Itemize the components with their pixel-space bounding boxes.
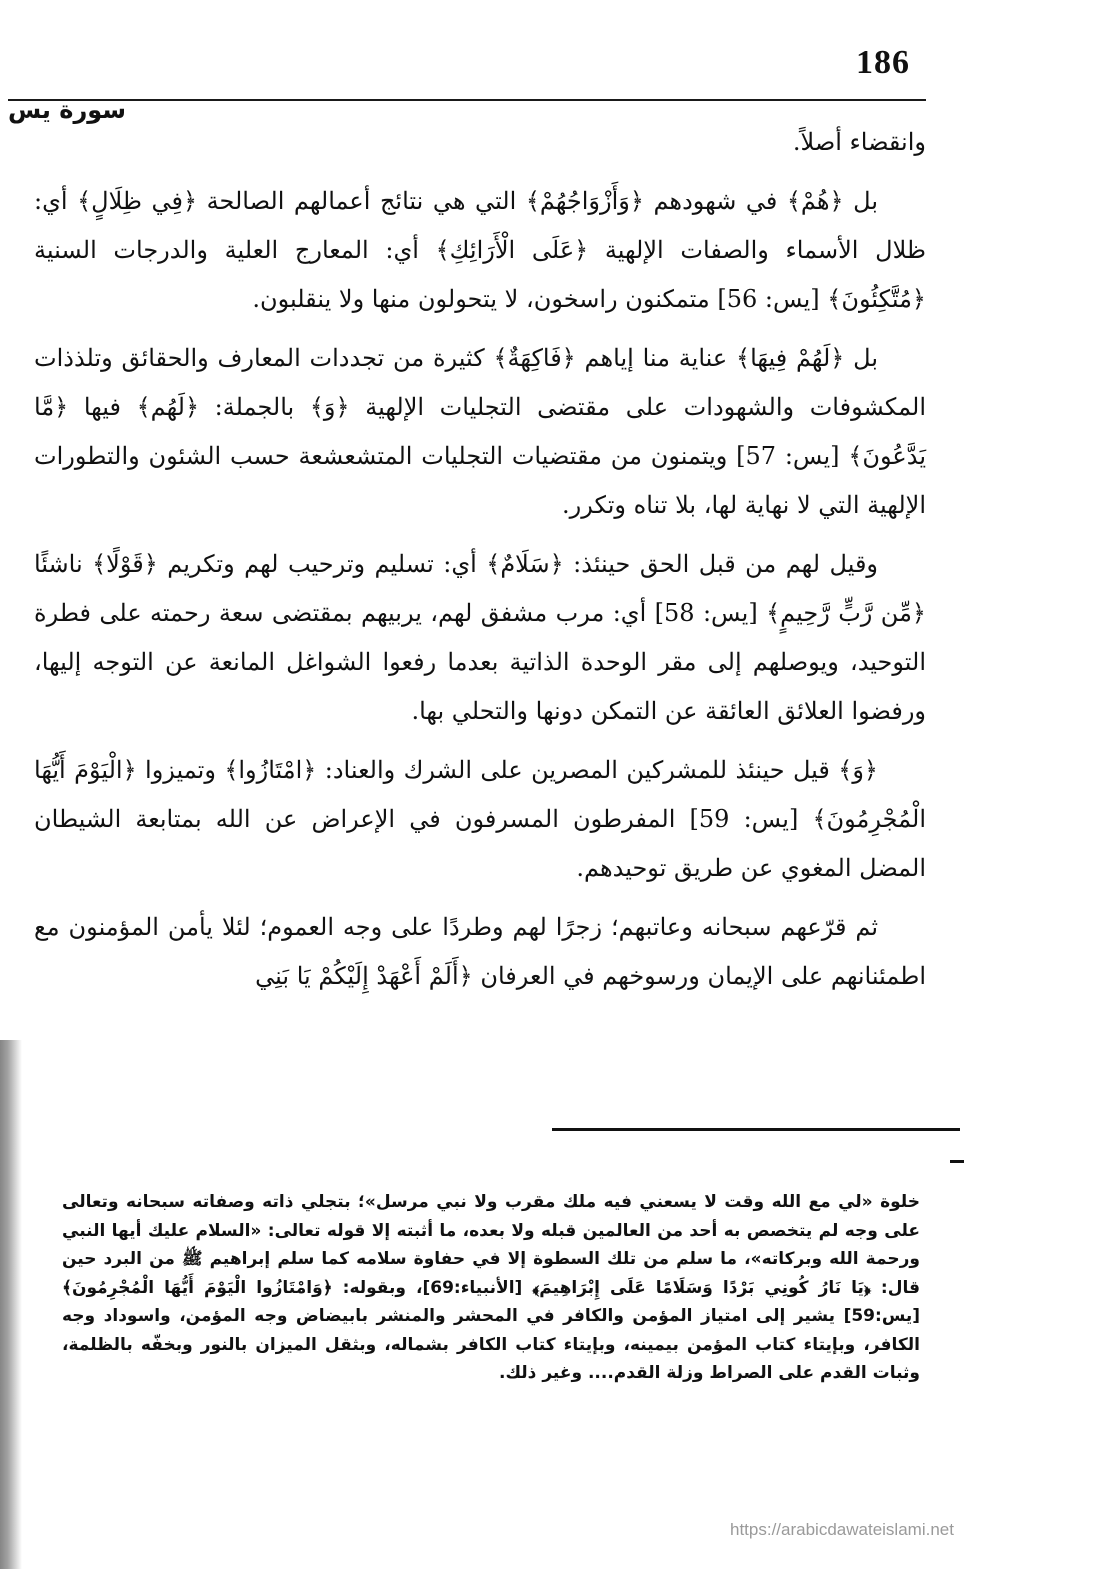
main-text: [34, 118, 926, 1001]
scan-shadow-edge: [0, 1040, 22, 1569]
header-rule: [8, 99, 926, 101]
watermark-url: https://arabicdawateislami.net: [730, 1520, 954, 1539]
footnote-mark: [950, 1160, 964, 1163]
paragraph-3: بل ﴿لَهُمْ فِيهَا﴾ عناية منا إياهم ﴿فَاكِهَةٌ﴾ كثيرة من تجددات المعارف والحقائق وتلذذات المكشوفات والشهودات على مقتضى التجليات الإلهية ﴿وَ﴾ بالجملة: ﴿لَهُم﴾ فيها ﴿مَّا يَدَّعُونَ﴾ [يس: 57] ويتمنون من مقتضيات التجليات المتشعشعة حسب الشئون والتطورات الإلهية التي لا نهاية لها، بلا تناه وتكرر.: [34, 344, 927, 519]
footnote-rule: [552, 1128, 960, 1131]
paragraph-6: ثم قرّعهم سبحانه وعاتبهم؛ زجرًا لهم وطردًا على وجه العموم؛ لئلا يأمن المؤمنون مع اطمئنانهم على الإيمان ورسوخهم في العرفان ﴿أَلَمْ أَعْهَدْ إِلَيْكُمْ يَا بَنِي: [34, 913, 926, 990]
footnote-text: خلوة «لي مع الله وقت لا يسعني فيه ملك مقرب ولا نبي مرسل»؛ بتجلي ذاته وصفاته سبحانه وتعالى على وجه لم يتخصص به أحد من العالمين قبله ولا بعده، ما أثبته إلا قوله تعالى: «السلام عليك أيها النبي ورحمة الله وبركاته»، ما سلم من تلك السطوة إلا في حفاوة سلامه كما سلم إبراهيم ﷺ من البرد حين قال: ﴿يَا نَارُ كُونِي بَرْدًا وَسَلَامًا عَلَى إِبْرَاهِيمَ﴾ [الأنبياء:69]، وبقوله: ﴿وَامْتَازُوا الْيَوْمَ أَيُّهَا الْمُجْرِمُونَ﴾ [يس:59] يشير إلى امتياز المؤمن والكافر في المحشر والمنشر بابيضاض وجه المؤمن، واسوداد وجه الكافر، وبإيتاء كتاب المؤمن بيمينه، وبإيتاء كتاب الكافر بشماله، وبثقل الميزان بالنور وبخفّه بالظلمة، وثبات القدم على الصراط وزلة القدم.... وغير ذلك.: [62, 1192, 920, 1383]
paragraph-2: بل ﴿هُمْ﴾ في شهودهم ﴿وَأَزْوَاجُهُمْ﴾ التي هي نتائج أعمالهم الصالحة ﴿فِي ظِلَالٍ﴾ أي: ظلال الأسماء والصفات الإلهية ﴿عَلَى الْأَرَائِكِ﴾ أي: المعارج العلية والدرجات السنية ﴿مُتَّكِئُونَ﴾ [يس: 56] متمكنون راسخون، لا يتحولون منها ولا ينقلبون.: [34, 187, 926, 313]
surah-title: سورة يس: [8, 96, 126, 124]
page-number: 186: [856, 44, 910, 81]
paragraph-1: وانقضاء أصلاً.: [792, 128, 926, 156]
paragraph-5: ﴿وَ﴾ قيل حينئذ للمشركين المصرين على الشرك والعناد: ﴿امْتَازُوا﴾ وتميزوا ﴿الْيَوْمَ أَيُّهَا الْمُجْرِمُونَ﴾ [يس: 59] المفرطون المسرفون في الإعراض عن الله بمتابعة الشيطان المضل المغوي عن طريق توحيدهم.: [34, 756, 926, 882]
paragraph-4: وقيل لهم من قبل الحق حينئذ: ﴿سَلَامٌ﴾ أي: تسليم وترحيب لهم وتكريم ﴿قَوْلًا﴾ ناشئًا ﴿مِّن رَّبٍّ رَّحِيمٍ﴾ [يس: 58] أي: مرب مشفق لهم، يربيهم بمقتضى سعة رحمته على فطرة التوحيد، ويوصلهم إلى مقر الوحدة الذاتية بعدما رفعوا الشواغل المانعة عن التوجه إليها، ورفضوا العلائق العائقة عن التمكن دونها والتحلي بها.: [34, 550, 926, 725]
